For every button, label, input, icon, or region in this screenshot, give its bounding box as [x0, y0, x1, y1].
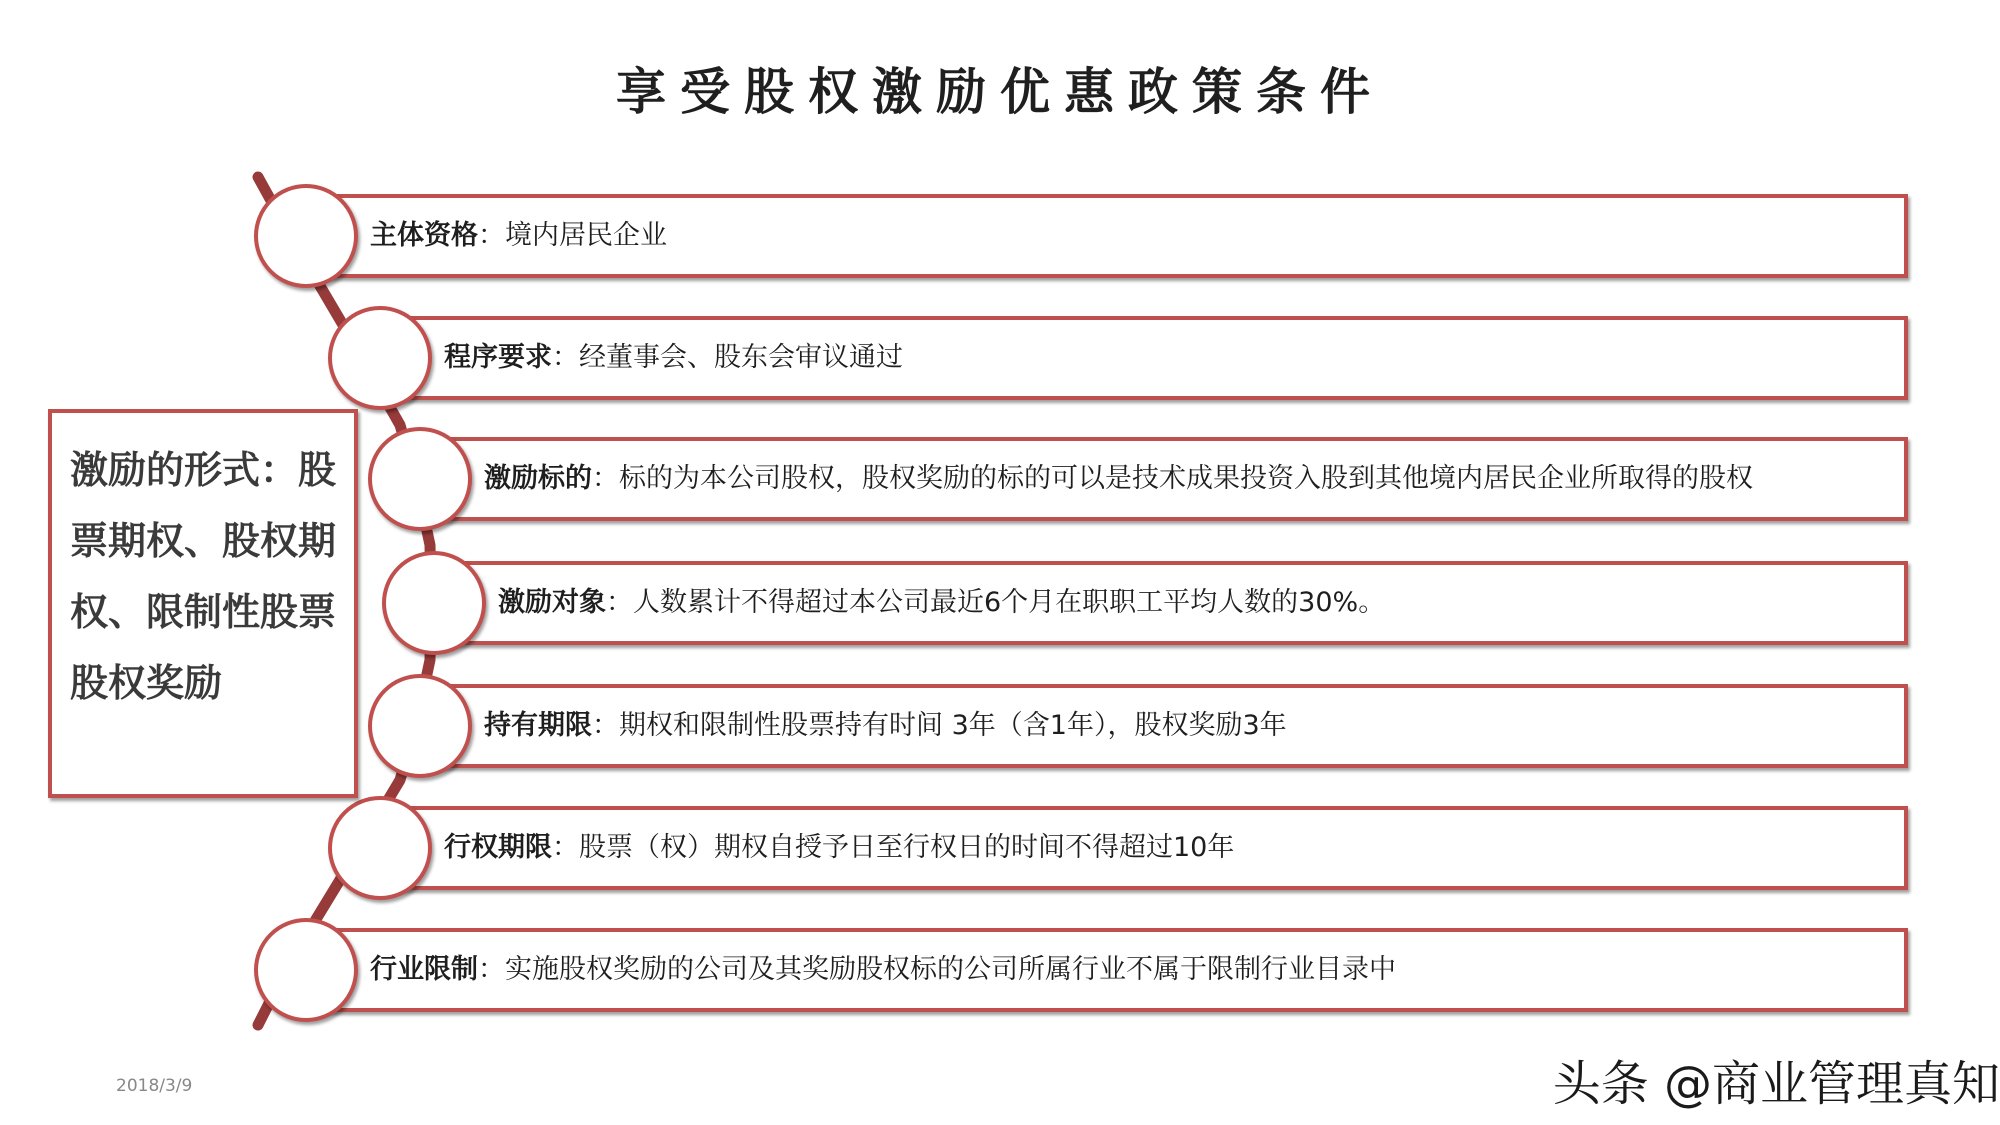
incentive-forms-box [48, 409, 358, 798]
row-description: 境内居民企业 [505, 220, 667, 251]
row-text-qualification [370, 194, 667, 278]
timeline-node-6 [328, 796, 432, 900]
timeline-node-4 [382, 551, 486, 655]
row-description: 人数累计不得超过本公司最近6个月在职职工平均人数的30%。 [633, 587, 1386, 618]
timeline-node-7 [254, 918, 358, 1022]
timeline-node-3 [368, 427, 472, 531]
row-label: 行权期限 [444, 832, 552, 863]
watermark: 头条 @商业管理真知 [1552, 1056, 2000, 1112]
row-description: 实施股权奖励的公司及其奖励股权标的公司所属行业不属于限制行业目录中 [505, 954, 1396, 985]
timeline-node-5 [368, 674, 472, 778]
row-label: 行业限制 [370, 954, 478, 985]
row-description: 标的为本公司股权，股权奖励的标的可以是技术成果投资入股到其他境内居民企业所取得的股权 [619, 463, 1753, 494]
row-label: 激励对象 [498, 587, 606, 618]
row-label: 主体资格 [370, 220, 478, 251]
timeline-node-2 [328, 306, 432, 410]
row-separator: ： [478, 220, 505, 251]
row-text-target [484, 437, 1753, 521]
incentive-forms-text: 激励的形式：股票期权、股权期权、限制性股票股权奖励 [70, 448, 337, 705]
slide-title: 享受股权激励优惠政策条件 [616, 62, 1384, 121]
row-separator: ： [552, 832, 579, 863]
row-text-holding-period [484, 684, 1287, 768]
row-separator: ： [606, 587, 633, 618]
row-text-industry-restriction [370, 928, 1396, 1012]
row-description: 经董事会、股东会审议通过 [579, 342, 903, 373]
row-separator: ： [552, 342, 579, 373]
row-label: 程序要求 [444, 342, 552, 373]
row-text-recipients [498, 561, 1385, 645]
row-separator: ： [592, 710, 619, 741]
row-description: 期权和限制性股票持有时间 3年（含1年），股权奖励3年 [619, 710, 1287, 741]
row-label: 激励标的 [484, 463, 592, 494]
row-separator: ： [478, 954, 505, 985]
row-text-exercise-period [444, 806, 1234, 890]
timeline-node-1 [254, 184, 358, 288]
row-text-procedure [444, 316, 903, 400]
row-description: 股票（权）期权自授予日至行权日的时间不得超过10年 [579, 832, 1235, 863]
slide-date: 2018/3/9 [116, 1076, 193, 1096]
row-label: 持有期限 [484, 710, 592, 741]
row-separator: ： [592, 463, 619, 494]
